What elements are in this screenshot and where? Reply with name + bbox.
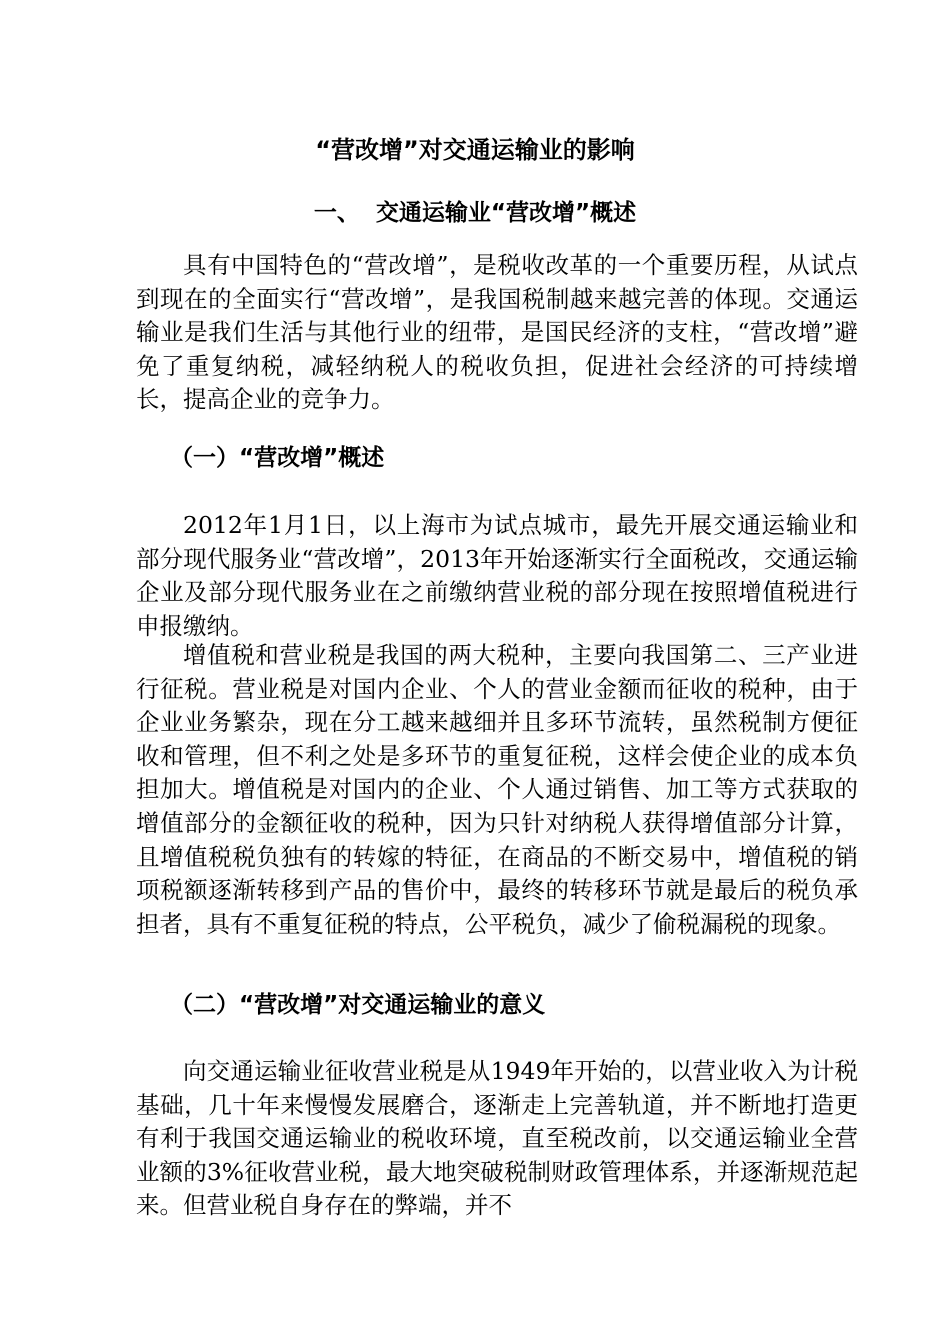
- section-1-intro-paragraph: 具有中国特色的“营改增”，是税收改革的一个重要历程，从试点到现在的全面实行“营改增”，是我国税制越来越完善的体现。交通运输业是我们生活与其他行业的纽带，是国民经济的支柱，“营改增”避免了重复纳税，减轻纳税人的税收负担，促进社会经济的可持续增长，提高企业的竞争力。: [136, 251, 858, 414]
- subsection-1-paragraph-2: 增值税和营业税是我国的两大税种，主要向我国第二、三产业进行征税。营业税是对国内企业、个人的营业金额而征收的税种，由于企业业务繁杂，现在分工越来越细并且多环节流转，虽然税制方便征收和管理，但不利之处是多环节的重复征税，这样会使企业的成本负担加大。增值税是对国内的企业、个人通过销售、加工等方式获取的增值部分的金额征收的税种，因为只针对纳税人获得增值部分计算，且增值税税负独有的转嫁的特征，在商品的不断交易中，增值税的销项税额逐渐转移到产品的售价中，最终的转移环节就是最后的税负承担者，具有不重复征税的特点，公平税负，减少了偷税漏税的现象。: [136, 641, 858, 938]
- subsection-1-paragraph-1: 2012年1月1日，以上海市为试点城市，最先开展交通运输业和部分现代服务业“营改增”，2013年开始逐渐实行全面税改，交通运输企业及部分现代服务业在之前缴纳营业税的部分现在按照增值税进行申报缴纳。: [136, 511, 858, 640]
- document-title: “营改增”对交通运输业的影响: [315, 136, 635, 164]
- subsection-heading-2: （二）“营改增”对交通运输业的意义: [170, 992, 546, 1018]
- section-heading-1: 一、 交通运输业“营改增”概述: [313, 200, 637, 226]
- subsection-2-paragraph-1: 向交通运输业征收营业税是从1949年开始的，以营业收入为计税基础，几十年来慢慢发展磨合，逐渐走上完善轨道，并不断地打造更有利于我国交通运输业的税收环境，直至税改前，以交通运输业全营业额的3%征收营业税，最大地突破税制财政管理体系，并逐渐规范起来。但营业税自身存在的弊端，并不: [136, 1057, 858, 1220]
- subsection-heading-1: （一）“营改增”概述: [170, 445, 385, 471]
